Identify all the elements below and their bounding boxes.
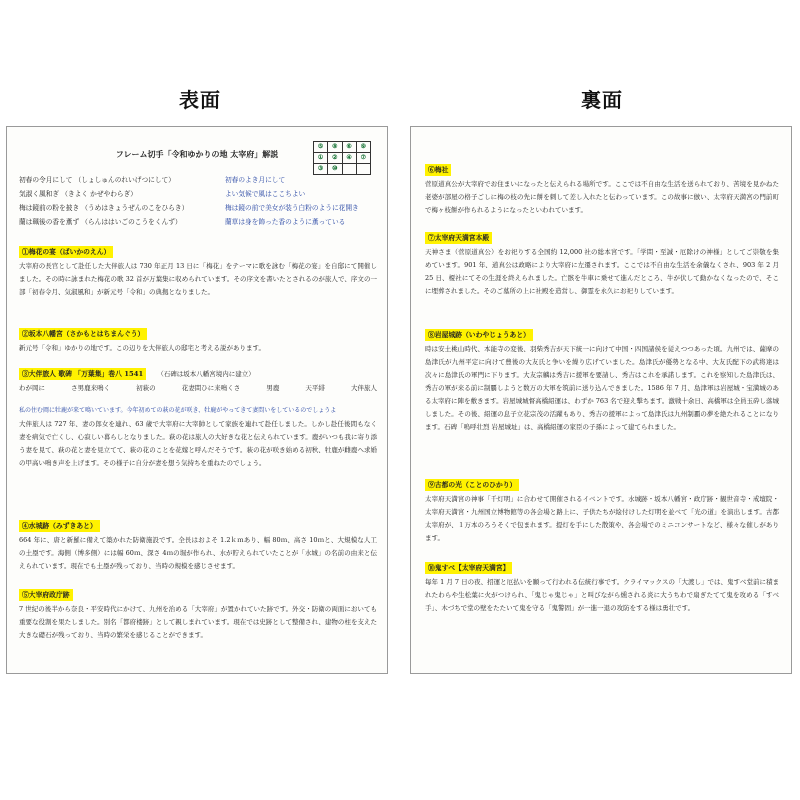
section-text: 664 年に、唐と新羅に備えて築かれた防衛施設です。全長はおよそ 1.2ｋｍあり、幅 80ｍ、高さ 10ｍと、大規模な人工の土塁です。海側（博多側）には幅 60ｍ、深さ 4ｍの堀が作られ、水が貯えられていたことが「水城」の名前の由来と伝えられています。現在でも土塁が残っており、当時の規模を感じさせます。 xyxy=(19,536,377,570)
poem-line xyxy=(19,173,379,187)
section-heading: ③大伴旅人 歌碑 「万葉集」巻八 1541 xyxy=(19,368,146,380)
section-mizuki-ato xyxy=(19,513,377,573)
grid-cell: ① xyxy=(314,153,328,164)
section-text: 菅原道真公が大宰府でお住まいになったと伝えられる場所です。ここでは不自由な生活を送られており、苦境を見かねた老婆が部屋の格子ごしに梅の枝の先に餅を刺して差し入れたと伝わっています。この故事に倣い、太宰府天満宮の門前町で梅ヶ枝餅が作られるようになったといわれています。 xyxy=(425,180,779,214)
poem-phrase: さ男鹿来鳴く xyxy=(71,384,111,392)
section-heading: ②坂本八幡宮（さかもとはちまんぐう） xyxy=(19,328,147,340)
poem-original: 梅は鏡前の粉を披き （うめはきょうぜんのこをひらき） xyxy=(19,204,189,212)
front-side-label: 表面 xyxy=(179,88,221,112)
poem-phrase: わが岡に xyxy=(19,384,45,392)
section-text: 太宰府天満宮の神事「千灯明」に合わせて開催されるイベントです。水城跡・坂本八幡宮・政庁跡・観世音寺・戒壇院・太宰府天満宮・九州国立博物館等の各会場と路上に、子供たちが絵付けした灯明を並べて「光の道」を演出します。古都太宰府が、１万本のろうそくで包まれます。提灯を手にした散策や、各会場でのミニコンサートなど、様々な催しがあります。 xyxy=(425,495,779,542)
section-text: 大宰府の長官として赴任した大伴旅人は 730 年正月 13 日に「梅花」をテーマに歌を詠む「梅花の宴」を自邸にて開催しました。その時に詠まれた梅花の歌 32 首が万葉集に収められています。その序文を書いたとされるのが旅人で、序文の一部「初春令月、気淑風和」が新元号「令和」の典拠となりました。 xyxy=(19,262,377,296)
poem-original: 初春の令月にして （しょしゅんのれいげつにして） xyxy=(19,176,175,184)
section-heading: ⑤大宰府政庁跡 xyxy=(19,589,73,601)
section-heading: ⑧岩屋城跡（いわやじょうあと） xyxy=(425,329,533,341)
grid-cell: ④ xyxy=(342,153,356,164)
section-tabito-poem-monument xyxy=(19,361,377,470)
section-text: 毎年 1 月 7 日の夜、招運と厄払いを願って行われる伝統行事です。クライマックスの「大渡し」では、鬼すべ堂前に積まれたわらや生松葉に火がつけられ、「鬼じゃ鬼じゃ」と叫びながら燻される炎に大うちわで扇ぎたてて鬼を攻める「すべ手」、木づちで堂の壁をたたいて鬼を守る「鬼警固」が一進一退の攻防をする様は勇壮です。 xyxy=(425,578,779,612)
back-side-label: 裏面 xyxy=(581,88,623,112)
section-heading: ⑩鬼すべ【太宰府天満宮】 xyxy=(425,562,512,574)
poem-phrases xyxy=(19,381,377,395)
poem-phrase: 大伴旅人 xyxy=(350,384,377,392)
section-heading: ⑦太宰府天満宮本殿 xyxy=(425,232,492,244)
poem-translation: よい気候で風はここちよい xyxy=(225,190,306,198)
poem-modern-translation: 私の住む岡に牡鹿が来て鳴いています。今年初めての萩の花が咲き、牡鹿がやってきて妻問いをしているのでしょうよ xyxy=(19,407,337,414)
poem-phrase: 天平緋 xyxy=(305,384,325,392)
grid-cell: ⑤ xyxy=(314,142,328,153)
poem-block xyxy=(19,173,379,229)
section-dazaifu-seicho-ato xyxy=(19,582,377,642)
section-iwaya-jo-ato xyxy=(425,322,779,434)
poem-line xyxy=(19,187,379,201)
poem-translation: 蘭草は身を飾った香のように薫っている xyxy=(225,218,346,226)
front-sheet xyxy=(6,126,388,674)
poem-translation: 梅は鏡の前で美女が装う白粉のように花開き xyxy=(225,204,359,212)
section-koto-no-hikari xyxy=(425,472,779,545)
poem-original: 蘭は珮後の香を薫ず （らんははいごのこうをくんず） xyxy=(19,218,182,226)
section-heading: ①梅花の宴（ばいかのえん） xyxy=(19,246,113,258)
section-note: （石碑は坂本八幡宮境内に建立） xyxy=(157,370,255,378)
section-sakamoto-hachimangu xyxy=(19,321,377,355)
section-text: 新元号「令和」ゆかりの地です。この辺りを大伴旅人の邸宅と考える説があります。 xyxy=(19,344,265,352)
grid-cell: ⑥ xyxy=(342,142,356,153)
poem-translation: 初春のよき月にして xyxy=(225,176,286,184)
poem-phrase: 花妻問ひに来鳴くさ xyxy=(181,384,241,392)
poem-line xyxy=(19,215,379,229)
section-baika-no-en xyxy=(19,239,377,299)
poem-line xyxy=(19,201,379,215)
grid-cell: ② xyxy=(328,153,342,164)
grid-cell: ⑧ xyxy=(328,142,342,153)
section-enokisha xyxy=(425,157,779,217)
poem-phrase: 初萩の xyxy=(136,384,156,392)
section-tenmangu-honden xyxy=(425,225,779,298)
section-onisube xyxy=(425,555,779,615)
grid-cell: ⑩ xyxy=(328,164,342,175)
back-sheet xyxy=(410,126,792,674)
poem-phrase: 男鹿 xyxy=(266,384,280,392)
section-text: 大伴旅人は 727 年、妻の郎女を連れ、63 歳で大宰府に大宰帥として家族を連れて赴任しました。しかし赴任後間もなく妻を病気で亡くし、心寂しい暮らしとなりました。萩の花は旅人の大好きな花と伝えられています。鹿がいつも我に寄り添う妻を見て、萩の花と妻を見立てて、萩の花のことを花嫁と呼んだそうです。萩の花が咲き始める初秋、牡鹿が雌鹿へ求婚の甲高い鳴き声を上げます。その様子に自分が妻を想う気持ちを重ねたのでしょう。 xyxy=(19,420,377,467)
poem-original: 気淑く風和ぎ （きよく かぜやわらぎ） xyxy=(19,190,137,198)
section-text: 時は安土桃山時代、本能寺の変後、羽柴秀吉が天下統一に向けて中国・四国諸侯を従えつつあった頃。九州では、薩摩の島津氏が九州平定に向けて豊後の大友氏と争いを繰り広げていました。島津氏が優勢となる中、大友氏配下の武将達は次々に島津氏の軍門に下ります。大友宗麟は秀吉に援軍を要請し、秀吉はこれを承諾します。これを察知した島津氏は、秀吉の軍が来る前に制覇しようと数万の大軍を筑前に送り込んできました。1586 年 7 月、島津軍は岩屋城・宝満城のある太宰府に陣を敷きます。岩屋城城督高橋紹運は、わずか 763 名で迎え撃ちます。激戦十余日、高橋軍は全員玉砕し落城しました。その後、紹運の息子立花宗茂の活躍もあり、秀吉の援軍によって島津氏は九州制覇の夢を絶たれることになります。石碑「嗚呼壮烈 岩屋城址」は、高橋紹運の家臣の子孫によって建てられました。 xyxy=(425,345,779,431)
grid-cell: ⑨ xyxy=(356,142,370,153)
section-heading: ⑥梅社 xyxy=(425,164,451,176)
section-heading: ⑨古都の光（ことのひかり） xyxy=(425,479,519,491)
grid-cell: ③ xyxy=(314,164,328,175)
location-grid xyxy=(313,141,371,175)
grid-cell: ⑦ xyxy=(356,153,370,164)
section-text: 天神さま（菅原道真公）をお祀りする全国約 12,000 社の総本宮です。「学問・至誠・厄除けの神様」としてご崇敬を集めています。901 年、道真公は政略により大宰府に左遷されます。ここでは不自由な生活を余儀なくされ、903 年 2 月 25 日、榎社にてその生涯を終えられました。亡骸を牛車に乗せて進んだところ、牛が伏して動かなくなったので、そこに埋葬されました。そのご墓所の上に社殿を造営し、御霊を永久にお祀りしています。 xyxy=(425,248,779,295)
section-heading: ④水城跡（みずきあと） xyxy=(19,520,100,532)
section-text: 7 世紀の後半から奈良・平安時代にかけて、九州を治める「大宰府」が置かれていた跡です。外交・防衛の両面においても重要な役割を果たしました。別名「都府楼跡」として親しまれています。現在では史跡として整備され、建物の柱を支えた大きな礎石が残っており、当時の繁栄を感じることができます。 xyxy=(19,605,377,639)
document-title: フレーム切手「令和ゆかりの地 太宰府」解説 xyxy=(115,149,279,159)
